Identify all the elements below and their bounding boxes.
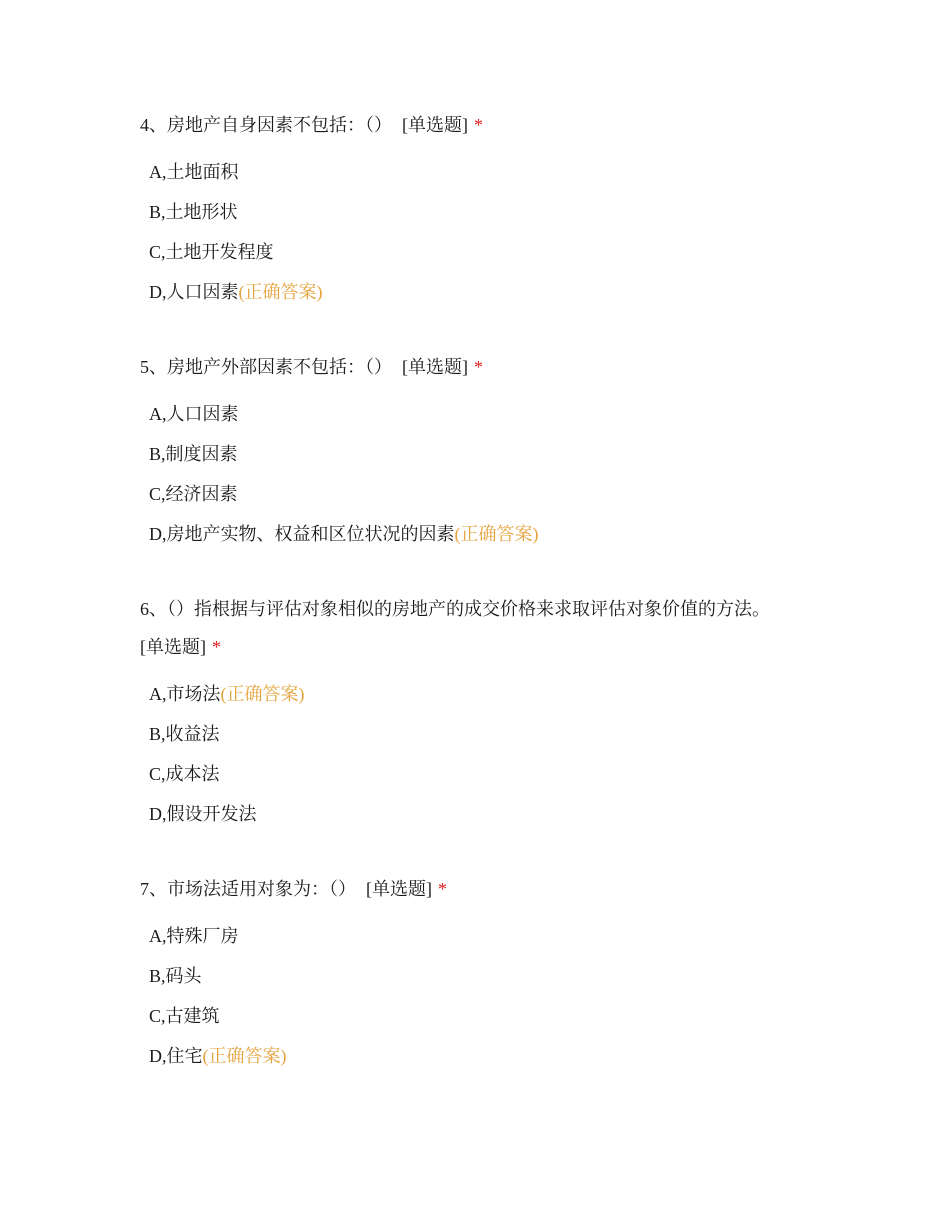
question-title — [140, 590, 820, 666]
question-text: 5、房地产外部因素不包括：（） — [140, 357, 392, 377]
option-letter: A, — [149, 162, 167, 182]
option-letter: A, — [149, 926, 167, 946]
option-letter: D, — [149, 804, 167, 824]
option-text: 假设开发法 — [166, 804, 257, 824]
option-list — [149, 394, 820, 554]
required-asterisk: * — [438, 879, 447, 899]
option-c[interactable] — [149, 996, 820, 1036]
option-text: 经济因素 — [165, 484, 238, 504]
question-type-label: [单选题] — [402, 115, 468, 135]
correct-answer-marker: (正确答案) — [220, 684, 305, 704]
option-text: 土地开发程度 — [165, 242, 274, 262]
option-text: 人口因素 — [166, 404, 239, 424]
question-text: 6、（）指根据与评估对象相似的房地产的成交价格来求取评估对象价值的方法。 — [140, 599, 770, 619]
option-a[interactable] — [149, 152, 820, 192]
option-b[interactable] — [149, 434, 820, 474]
option-text: 人口因素 — [166, 282, 239, 302]
required-asterisk: * — [474, 115, 483, 135]
option-text: 土地面积 — [166, 162, 239, 182]
option-letter: C, — [149, 242, 166, 262]
option-letter: D, — [149, 1046, 167, 1066]
option-text: 收益法 — [165, 724, 220, 744]
option-text: 成本法 — [165, 764, 220, 784]
option-letter: D, — [149, 282, 167, 302]
option-b[interactable] — [149, 192, 820, 232]
option-letter: B, — [149, 202, 166, 222]
option-text: 土地形状 — [165, 202, 238, 222]
question-5 — [140, 348, 820, 554]
correct-answer-marker: (正确答案) — [202, 1046, 287, 1066]
correct-answer-marker: (正确答案) — [238, 282, 323, 302]
option-text: 房地产实物、权益和区位状况的因素 — [166, 524, 455, 544]
question-6 — [140, 590, 820, 834]
option-a[interactable] — [149, 916, 820, 956]
option-list — [149, 916, 820, 1076]
option-d[interactable] — [149, 794, 820, 834]
option-text: 特殊厂房 — [166, 926, 239, 946]
correct-answer-marker: (正确答案) — [454, 524, 539, 544]
option-text: 住宅 — [166, 1046, 203, 1066]
option-d[interactable] — [149, 1036, 820, 1076]
required-asterisk: * — [474, 357, 483, 377]
option-letter: C, — [149, 764, 166, 784]
question-type-label: [单选题] — [140, 637, 206, 657]
option-b[interactable] — [149, 714, 820, 754]
option-letter: A, — [149, 404, 167, 424]
option-d[interactable] — [149, 272, 820, 312]
option-text: 码头 — [165, 966, 202, 986]
option-text: 市场法 — [166, 684, 221, 704]
option-c[interactable] — [149, 754, 820, 794]
option-c[interactable] — [149, 232, 820, 272]
option-letter: C, — [149, 1006, 166, 1026]
question-title — [140, 348, 820, 386]
question-7 — [140, 870, 820, 1076]
option-list — [149, 674, 820, 834]
option-letter: C, — [149, 484, 166, 504]
question-text: 4、房地产自身因素不包括：（） — [140, 115, 392, 135]
question-title — [140, 870, 820, 908]
option-a[interactable] — [149, 394, 820, 434]
question-text: 7、市场法适用对象为：（） — [140, 879, 356, 899]
option-a[interactable] — [149, 674, 820, 714]
required-asterisk: * — [212, 637, 221, 657]
option-letter: A, — [149, 684, 167, 704]
option-letter: B, — [149, 966, 166, 986]
option-b[interactable] — [149, 956, 820, 996]
option-text: 制度因素 — [165, 444, 238, 464]
question-type-label: [单选题] — [402, 357, 468, 377]
question-type-label: [单选题] — [366, 879, 432, 899]
option-letter: B, — [149, 444, 166, 464]
option-letter: B, — [149, 724, 166, 744]
option-letter: D, — [149, 524, 167, 544]
question-4 — [140, 106, 820, 312]
option-text: 古建筑 — [165, 1006, 220, 1026]
option-list — [149, 152, 820, 312]
option-c[interactable] — [149, 474, 820, 514]
option-d[interactable] — [149, 514, 820, 554]
question-title — [140, 106, 820, 144]
